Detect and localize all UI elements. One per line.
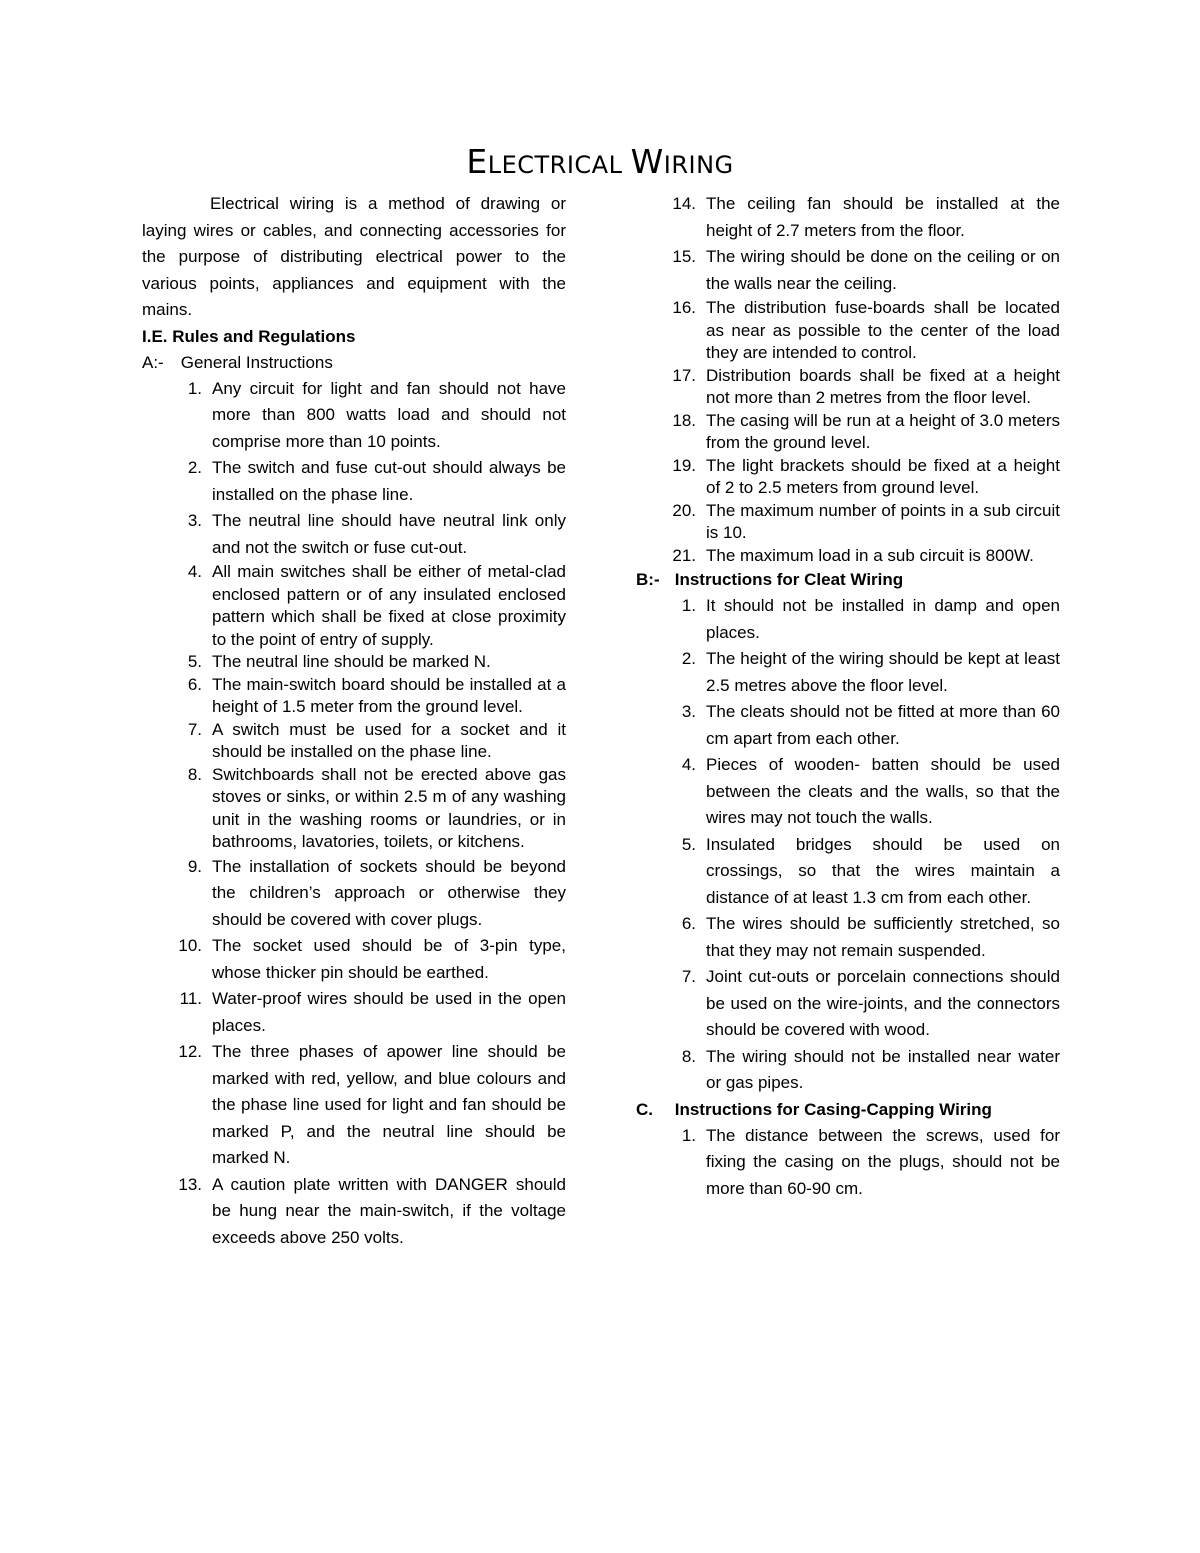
item-number: 2.: [187, 458, 202, 477]
item-number: 11.: [179, 989, 202, 1008]
title-rest-1: LECTRICAL: [487, 151, 631, 179]
item-number: 5.: [681, 834, 696, 854]
item-text: The installation of sockets should be beyond the children’s approach or otherwise they should be covered with cover plugs.: [212, 856, 566, 929]
item-number: 19.: [672, 455, 696, 475]
list-item: [636, 646, 1060, 699]
item-text: Any circuit for light and fan should not have more than 800 watts load and should not comprise more than 10 points.: [212, 378, 566, 451]
item-number: 3.: [187, 511, 202, 530]
general-instructions-list: [142, 376, 566, 1252]
item-text: The socket used should be of 3-pin type, whose thicker pin should be earthed.: [212, 936, 566, 982]
list-item: [636, 365, 1060, 410]
item-text: The wires should be sufficiently stretched, so that they may not remain suspended.: [706, 914, 1060, 960]
item-number: 16.: [672, 298, 696, 317]
item-number: 1.: [187, 378, 202, 398]
item-number: 2.: [681, 649, 696, 668]
list-item: [636, 244, 1060, 297]
item-text: Water-proof wires should be used in the open places.: [212, 989, 566, 1035]
item-number: 9.: [187, 856, 202, 876]
list-item: [636, 500, 1060, 545]
right-column: [636, 191, 1060, 1202]
item-text: The neutral line should have neutral link only and not the switch or fuse cut-out.: [212, 511, 566, 557]
item-text: Pieces of wooden- batten should be used between the cleats and the walls, so that the wires may not touch the walls.: [706, 755, 1060, 827]
list-item: [142, 764, 566, 854]
item-number: 15.: [672, 247, 696, 266]
item-text: The distance between the screws, used for fixing the casing on the plugs, should not be more than 60-90 cm.: [706, 1125, 1060, 1198]
title-initial-1: E: [466, 142, 488, 181]
list-item: [636, 964, 1060, 1044]
list-item: [142, 674, 566, 719]
casing-capping-list: [636, 1123, 1060, 1203]
section-b-heading: [636, 567, 1060, 593]
item-text: The main-switch board should be installed at a height of 1.5 meter from the ground level.: [212, 674, 566, 716]
list-item: [636, 1123, 1060, 1203]
title-initial-2: W: [630, 142, 664, 181]
item-number: 21.: [672, 545, 696, 565]
item-number: 20.: [672, 500, 696, 520]
list-item: [636, 832, 1060, 912]
item-text: Switchboards shall not be erected above gas stoves or sinks, or within 2.5 m of any washing unit in the washing rooms or laundries, or in bathrooms, lavatories, toilets, or kitchens.: [212, 764, 566, 851]
list-item: [142, 854, 566, 934]
item-text: Joint cut-outs or porcelain connections should be used on the wire-joints, and the connectors should be covered with wood.: [706, 967, 1060, 1039]
section-b-label: B:-: [636, 570, 660, 589]
cleat-wiring-list: [636, 593, 1060, 1097]
list-item: [142, 455, 566, 508]
item-text: Distribution boards shall be fixed at a height not more than 2 metres from the floor level.: [706, 365, 1060, 407]
item-text: The cleats should not be fitted at more than 60 cm apart from each other.: [706, 702, 1060, 748]
list-item: [636, 410, 1060, 455]
item-text: The maximum number of points in a sub circuit is 10.: [706, 500, 1060, 542]
item-text: A switch must be used for a socket and it should be installed on the phase line.: [212, 719, 566, 761]
section-a-heading: [142, 350, 566, 376]
item-number: 18.: [672, 410, 696, 430]
item-number: 12.: [178, 1042, 202, 1061]
item-number: 10.: [178, 936, 202, 955]
list-item: [636, 455, 1060, 500]
section-c-heading: [636, 1097, 1060, 1123]
section-c-label: C.: [636, 1099, 653, 1119]
list-item: [636, 545, 1060, 568]
item-text: The wiring should not be installed near water or gas pipes.: [706, 1046, 1060, 1092]
list-item: [142, 376, 566, 456]
item-text: The height of the wiring should be kept at least 2.5 metres above the floor level.: [706, 649, 1060, 695]
list-item: [142, 508, 566, 561]
section-b-title: Instructions for Cleat Wiring: [674, 570, 904, 589]
item-text: The neutral line should be marked N.: [212, 652, 491, 671]
item-text: The wiring should be done on the ceiling or on the walls near the ceiling.: [706, 247, 1060, 293]
item-number: 6.: [681, 914, 696, 933]
list-item: [636, 1044, 1060, 1097]
item-text: The maximum load in a sub circuit is 800W.: [706, 545, 1034, 565]
item-text: The switch and fuse cut-out should always be installed on the phase line.: [212, 458, 566, 504]
general-instructions-list-continued: [636, 191, 1060, 567]
item-number: 7.: [187, 719, 202, 739]
list-item: [142, 719, 566, 764]
list-item: [636, 699, 1060, 752]
item-text: The three phases of apower line should be marked with red, yellow, and blue colours and the phase line used for light and fan should be marked P, and the neutral line should be marked N.: [212, 1042, 566, 1167]
list-item: [142, 933, 566, 986]
item-number: 17.: [672, 365, 696, 385]
section-a-title: General Instructions: [180, 352, 333, 372]
item-text: The ceiling fan should be installed at the height of 2.7 meters from the floor.: [706, 194, 1060, 240]
list-item: [142, 561, 566, 651]
list-item: [142, 1039, 566, 1172]
item-number: 8.: [187, 764, 202, 784]
item-number: 7.: [681, 967, 696, 986]
item-text: The distribution fuse-boards shall be located as near as possible to the center of the load they are intended to control.: [706, 298, 1060, 362]
item-text: All main switches shall be either of metal-clad enclosed pattern or of any insulated enclosed pattern which shall be fixed at close proximity to the point of entry of supply.: [212, 562, 566, 649]
item-text: A caution plate written with DANGER should be hung near the main-switch, if the voltage exceeds above 250 volts.: [212, 1174, 566, 1247]
rules-heading: I.E. Rules and Regulations: [142, 326, 356, 346]
left-column: [142, 191, 566, 1251]
item-number: 1.: [681, 1125, 696, 1145]
list-item: [142, 1172, 566, 1252]
list-item: [636, 593, 1060, 646]
page-title: [0, 142, 1200, 181]
item-text: The casing will be run at a height of 3.0 meters from the ground level.: [706, 410, 1060, 452]
item-number: 1.: [681, 596, 696, 615]
intro-paragraph: Electrical wiring is a method of drawing or laying wires or cables, and connecting accessories for the purpose of distributing electrical power to the various points, appliances and equipment with the mains.: [142, 194, 566, 319]
item-number: 3.: [681, 702, 696, 721]
item-number: 14.: [672, 194, 696, 213]
item-text: The light brackets should be fixed at a height of 2 to 2.5 meters from ground level.: [706, 455, 1060, 497]
section-a-label: A:-: [142, 352, 164, 372]
section-c-title: Instructions for Casing-Capping Wiring: [674, 1099, 992, 1119]
list-item: [142, 651, 566, 674]
item-text: It should not be installed in damp and open places.: [706, 596, 1060, 642]
item-number: 6.: [187, 674, 202, 694]
list-item: [636, 911, 1060, 964]
list-item: [636, 752, 1060, 832]
item-number: 13.: [178, 1174, 202, 1194]
item-number: 8.: [681, 1046, 696, 1066]
title-rest-2: IRING: [663, 151, 734, 179]
list-item: [636, 297, 1060, 365]
item-number: 4.: [187, 562, 202, 581]
list-item: [142, 986, 566, 1039]
item-number: 5.: [187, 652, 202, 671]
item-number: 4.: [681, 755, 696, 774]
item-text: Insulated bridges should be used on crossings, so that the wires maintain a distance of at least 1.3 cm from each other.: [706, 834, 1060, 907]
list-item: [636, 191, 1060, 244]
